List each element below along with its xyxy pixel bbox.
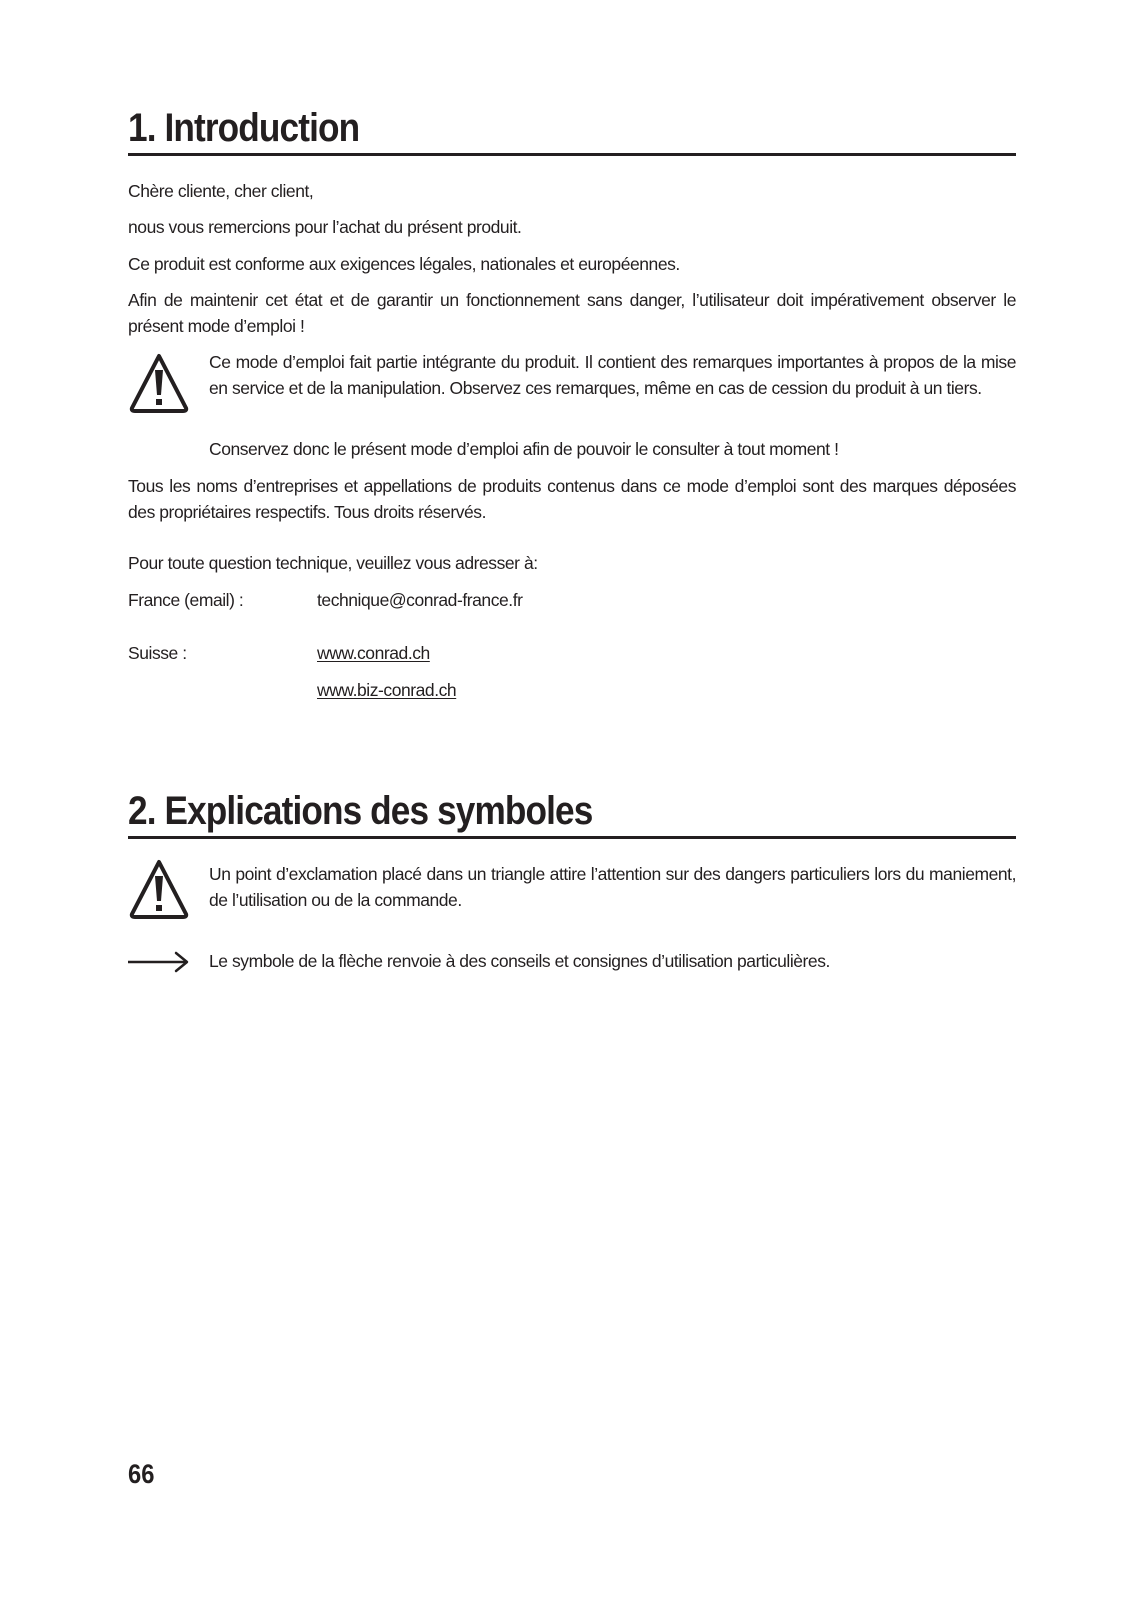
maintain-paragraph: Afin de maintenir cet état et de garantir un fonctionnement sans danger, l’utilisateur doit impérativement observer le présent mode d’emploi ! — [128, 290, 1016, 336]
trademarks-paragraph: Tous les noms d’entreprises et appellations de produits contenus dans ce mode d’emploi sont des marques déposées des propriétaires respectifs. Tous droits réservés. — [128, 476, 1016, 522]
section-1-heading: 1. Introduction — [128, 106, 360, 150]
arrow-symbol-description: Le symbole de la flèche renvoie à des conseils et consignes d’utilisation particulières. — [209, 951, 830, 971]
exclamation-symbol-description: Un point d’exclamation placé dans un triangle attire l’attention sur des dangers particuliers lors du maniement, de l’utilisation ou de la commande. — [209, 864, 1016, 910]
link-conrad-ch[interactable]: www.conrad.ch — [317, 643, 430, 663]
section-2-rule — [128, 836, 1016, 839]
manual-page — [128, 0, 1016, 1601]
contact-intro: Pour toute question technique, veuillez vous adresser à: — [128, 553, 538, 573]
warning-triangle-icon — [128, 858, 190, 920]
warning-paragraph: Ce mode d’emploi fait partie intégrante du produit. Il contient des remarques importantes à propos de la mise en service et de la manipulation. Observez ces remarques, même en cas de cession du produit à un tiers. — [209, 352, 1016, 398]
section-2-heading: 2. Explications des symboles — [128, 789, 593, 833]
section-1-rule — [128, 153, 1016, 156]
keep-manual-paragraph: Conservez donc le présent mode d’emploi afin de pouvoir le consulter à tout moment ! — [209, 439, 839, 459]
page-number: 66 — [128, 1459, 155, 1489]
greeting-paragraph: Chère cliente, cher client, — [128, 181, 314, 201]
contact-label-france: France (email) : — [128, 590, 244, 610]
contact-label-suisse: Suisse : — [128, 643, 187, 663]
arrow-right-icon — [128, 950, 190, 974]
warning-triangle-icon — [128, 352, 190, 414]
link-biz-conrad-ch[interactable]: www.biz-conrad.ch — [317, 680, 457, 700]
conformity-paragraph: Ce produit est conforme aux exigences légales, nationales et européennes. — [128, 254, 680, 274]
contact-email-france[interactable]: technique@conrad-france.fr — [317, 590, 523, 610]
thanks-paragraph: nous vous remercions pour l’achat du présent produit. — [128, 217, 522, 237]
